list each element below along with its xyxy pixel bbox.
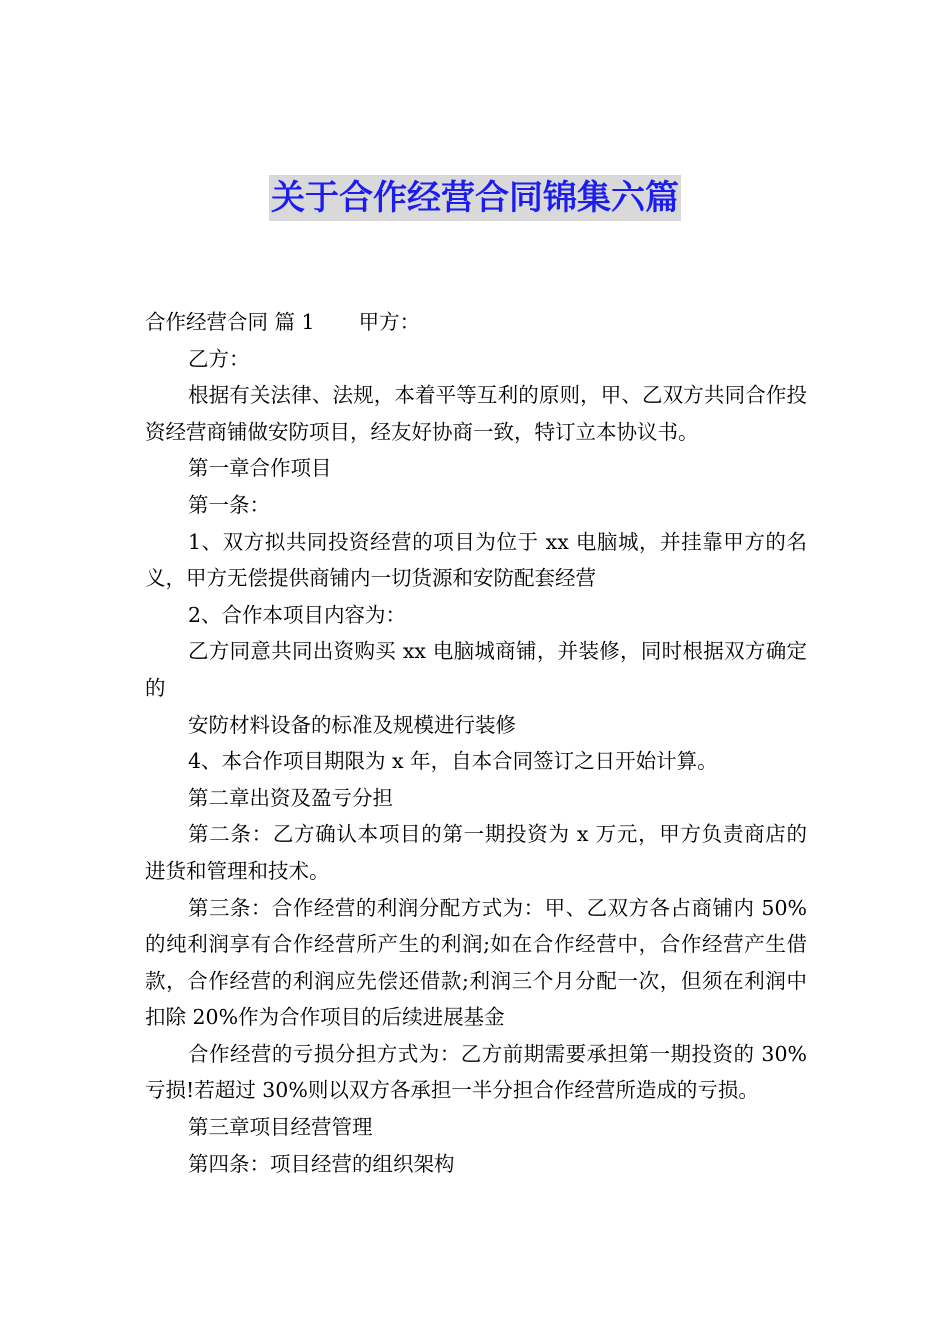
chapter-heading: 第一章合作项目: [188, 456, 332, 481]
paragraph: 合作经营的亏损分担方式为：乙方前期需要承担第一期投资的 30%亏损!若超过 30%则以双方各承担一半分担合作经营所造成的亏损。: [145, 1041, 807, 1103]
article-heading: 第四条：项目经营的组织架构: [188, 1151, 455, 1176]
section-heading: 合作经营合同 篇 1: [145, 310, 315, 334]
first-line: [145, 304, 807, 341]
party-a-label: 甲方：: [358, 310, 421, 334]
paragraph: 第二条：乙方确认本项目的第一期投资为 x 万元，甲方负责商店的进货和管理和技术。: [145, 822, 807, 883]
chapter-heading: 第三章项目经营管理: [188, 1115, 373, 1140]
paragraph: 2、合作本项目内容为：: [188, 602, 407, 627]
title-container: [0, 175, 950, 221]
chapter-heading: 第二章出资及盈亏分担: [188, 785, 393, 810]
paragraph: 1、双方拟共同投资经营的项目为位于 xx 电脑城，并挂靠甲方的名义，甲方无偿提供商铺内一切货源和安防配套经营: [145, 529, 807, 591]
paragraph: 根据有关法律、法规，本着平等互利的原则，甲、乙双方共同合作投资经营商铺做安防项目，经友好协商一致，特订立本协议书。: [145, 383, 807, 444]
paragraph: 4、本合作项目期限为 x 年，自本合同签订之日开始计算。: [188, 749, 718, 774]
paragraph: 第三条：合作经营的利润分配方式为：甲、乙双方各占商铺内 50%的纯利润享有合作经营所产生的利润;如在合作经营中，合作经营产生借款，合作经营的利润应先偿还借款;利润三个月分配一次，但须在利润中扣除 20%作为合作项目的后续进展基金: [145, 895, 807, 1030]
paragraph: 安防材料设备的标准及规模进行装修: [188, 712, 516, 737]
article-heading: 第一条：: [188, 492, 270, 517]
paragraph: 乙方：: [188, 346, 250, 371]
paragraph: 乙方同意共同出资购买 xx 电脑城商铺，并装修，同时根据双方确定的: [145, 639, 807, 700]
document-title: 关于合作经营合同锦集六篇: [269, 175, 681, 221]
document-body: [145, 304, 807, 1182]
